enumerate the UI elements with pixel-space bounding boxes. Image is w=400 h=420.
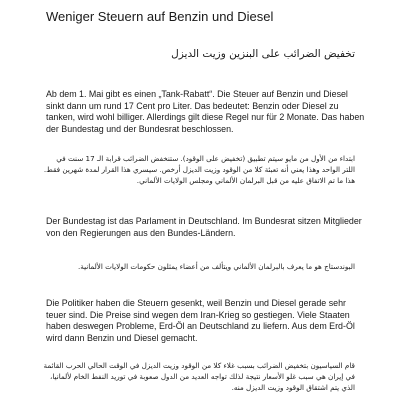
document-title-arabic: تخفيض الضرائب على البنزين وزيت الديزل bbox=[171, 48, 355, 60]
document-title-german: Weniger Steuern auf Benzin und Diesel bbox=[46, 9, 274, 24]
paragraph-german-1: Ab dem 1. Mai gibt es einen „Tank-Rabatt“. Die Steuer auf Benzin und Diesel sinkt dann um rund 17 Cent pro Liter. Das bedeutet: Benzin oder Diesel zu tanken, wird wohl billiger. Allerdings gilt diese Regel nur für 2 Monate. Das haben der Bundestag und der Bundesrat beschlossen. bbox=[46, 89, 365, 134]
paragraph-german-3: Die Politiker haben die Steuern gesenkt, weil Benzin und Diesel gerade sehr teuer sind. Die Preise sind wegen dem Iran-Krieg so gestiegen. Viele Staaten haben deswegen Probleme, Erd-Öl an Deutschland zu liefern. Aus dem Erd-Öl wird dann Benzin und Diesel gemacht. bbox=[46, 298, 355, 343]
paragraph-arabic-1: ابتداء من الأول من مايو سيتم تطبيق (تخفيض على الوقود). ستنخفض الضرائب قرابة الـ 17 سنت في اللتر الواحد وهذا يعني أنه تعبئة كلا من الوقود وزيت الديزل أرخص. سيسري هذا القرار لمدة شهرين فقط. هذا ما تم الاتفاق عليه من قبل البرلمان الألماني ومجلس الولايات الألماني. bbox=[43, 154, 355, 185]
paragraph-arabic-3: قام السياسيون بتخفيض الضرائب بسبب غلاء كلا من الوقود وزيت الديزل في الوقت الحالي الحرب القائمة في إيران هي سبب غلو الأسعار نتيجة لذلك تواجه العديد من الدول صعوبة في توريد النفط الخام لألمانيا، الذي يتم اشتقاق الوقود وزيت الديزل منه. bbox=[43, 361, 355, 392]
paragraph-arabic-2: البوندستاج هو ما يعرف بالبرلمان الألماني ويتألف من أعضاء يمثلون حكومات الولايات الألمانية. bbox=[77, 262, 355, 271]
paragraph-german-2: Der Bundestag ist das Parlament in Deutschland. Im Bundesrat sitzen Mitglieder von den Regierungen aus den Bundes-Ländern. bbox=[46, 216, 362, 238]
